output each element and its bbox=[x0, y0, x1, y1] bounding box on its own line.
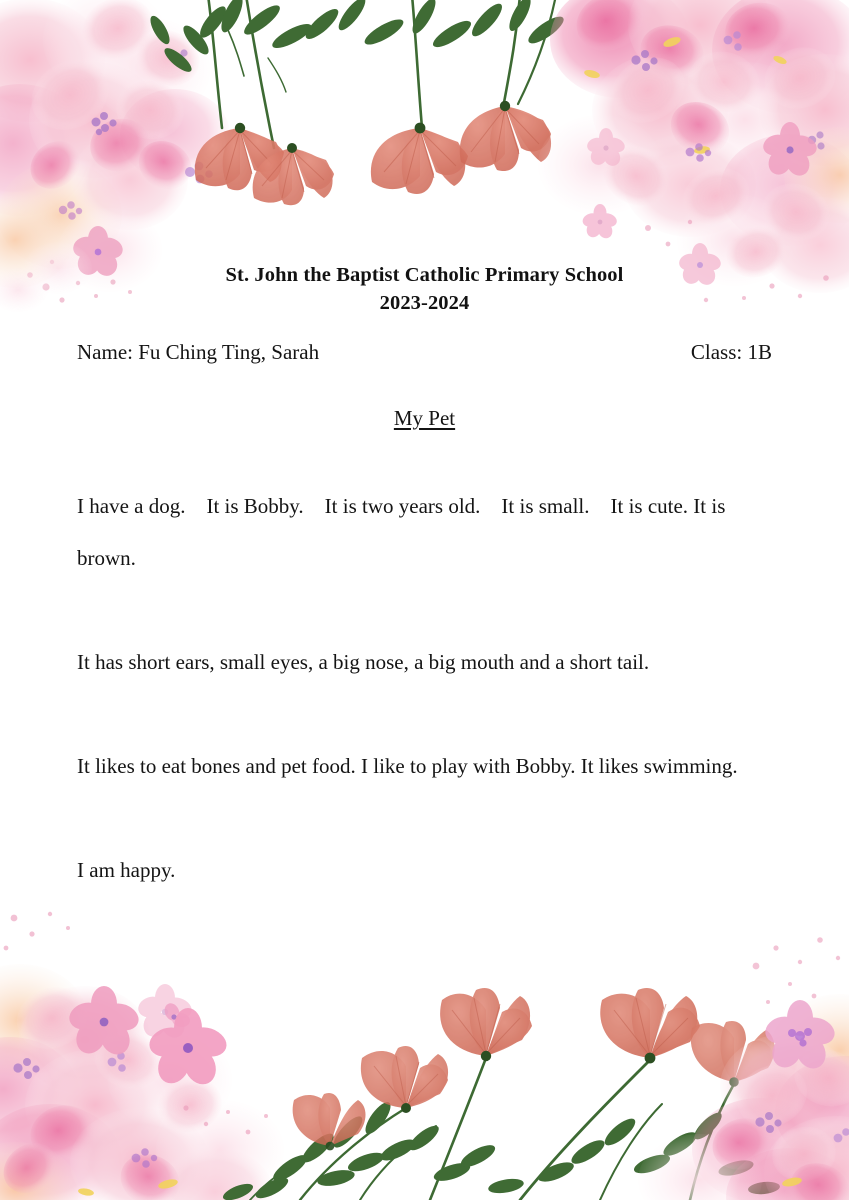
essay-paragraph: It likes to eat bones and pet food. I like to play with Bobby. It likes swimming. bbox=[77, 754, 738, 778]
essay-paragraph: I am happy. bbox=[77, 858, 176, 882]
essay-title: My Pet bbox=[393, 406, 456, 430]
school-year: 2023-2024 bbox=[379, 291, 470, 314]
essay-paragraph: It has short ears, small eyes, a big nose, a big mouth and a short tail. bbox=[77, 650, 650, 674]
student-info-row bbox=[77, 340, 772, 365]
student-name-field: Name: Fu Ching Ting, Sarah bbox=[77, 340, 320, 364]
essay-paragraph: I have a dog. It is Bobby. It is two years old. It is small. It is cute. It is brown. bbox=[77, 494, 731, 570]
essay-body bbox=[77, 480, 777, 896]
school-header bbox=[0, 262, 849, 317]
student-class-field: Class: 1B bbox=[690, 340, 772, 364]
school-name: St. John the Baptist Catholic Primary School bbox=[225, 264, 624, 286]
